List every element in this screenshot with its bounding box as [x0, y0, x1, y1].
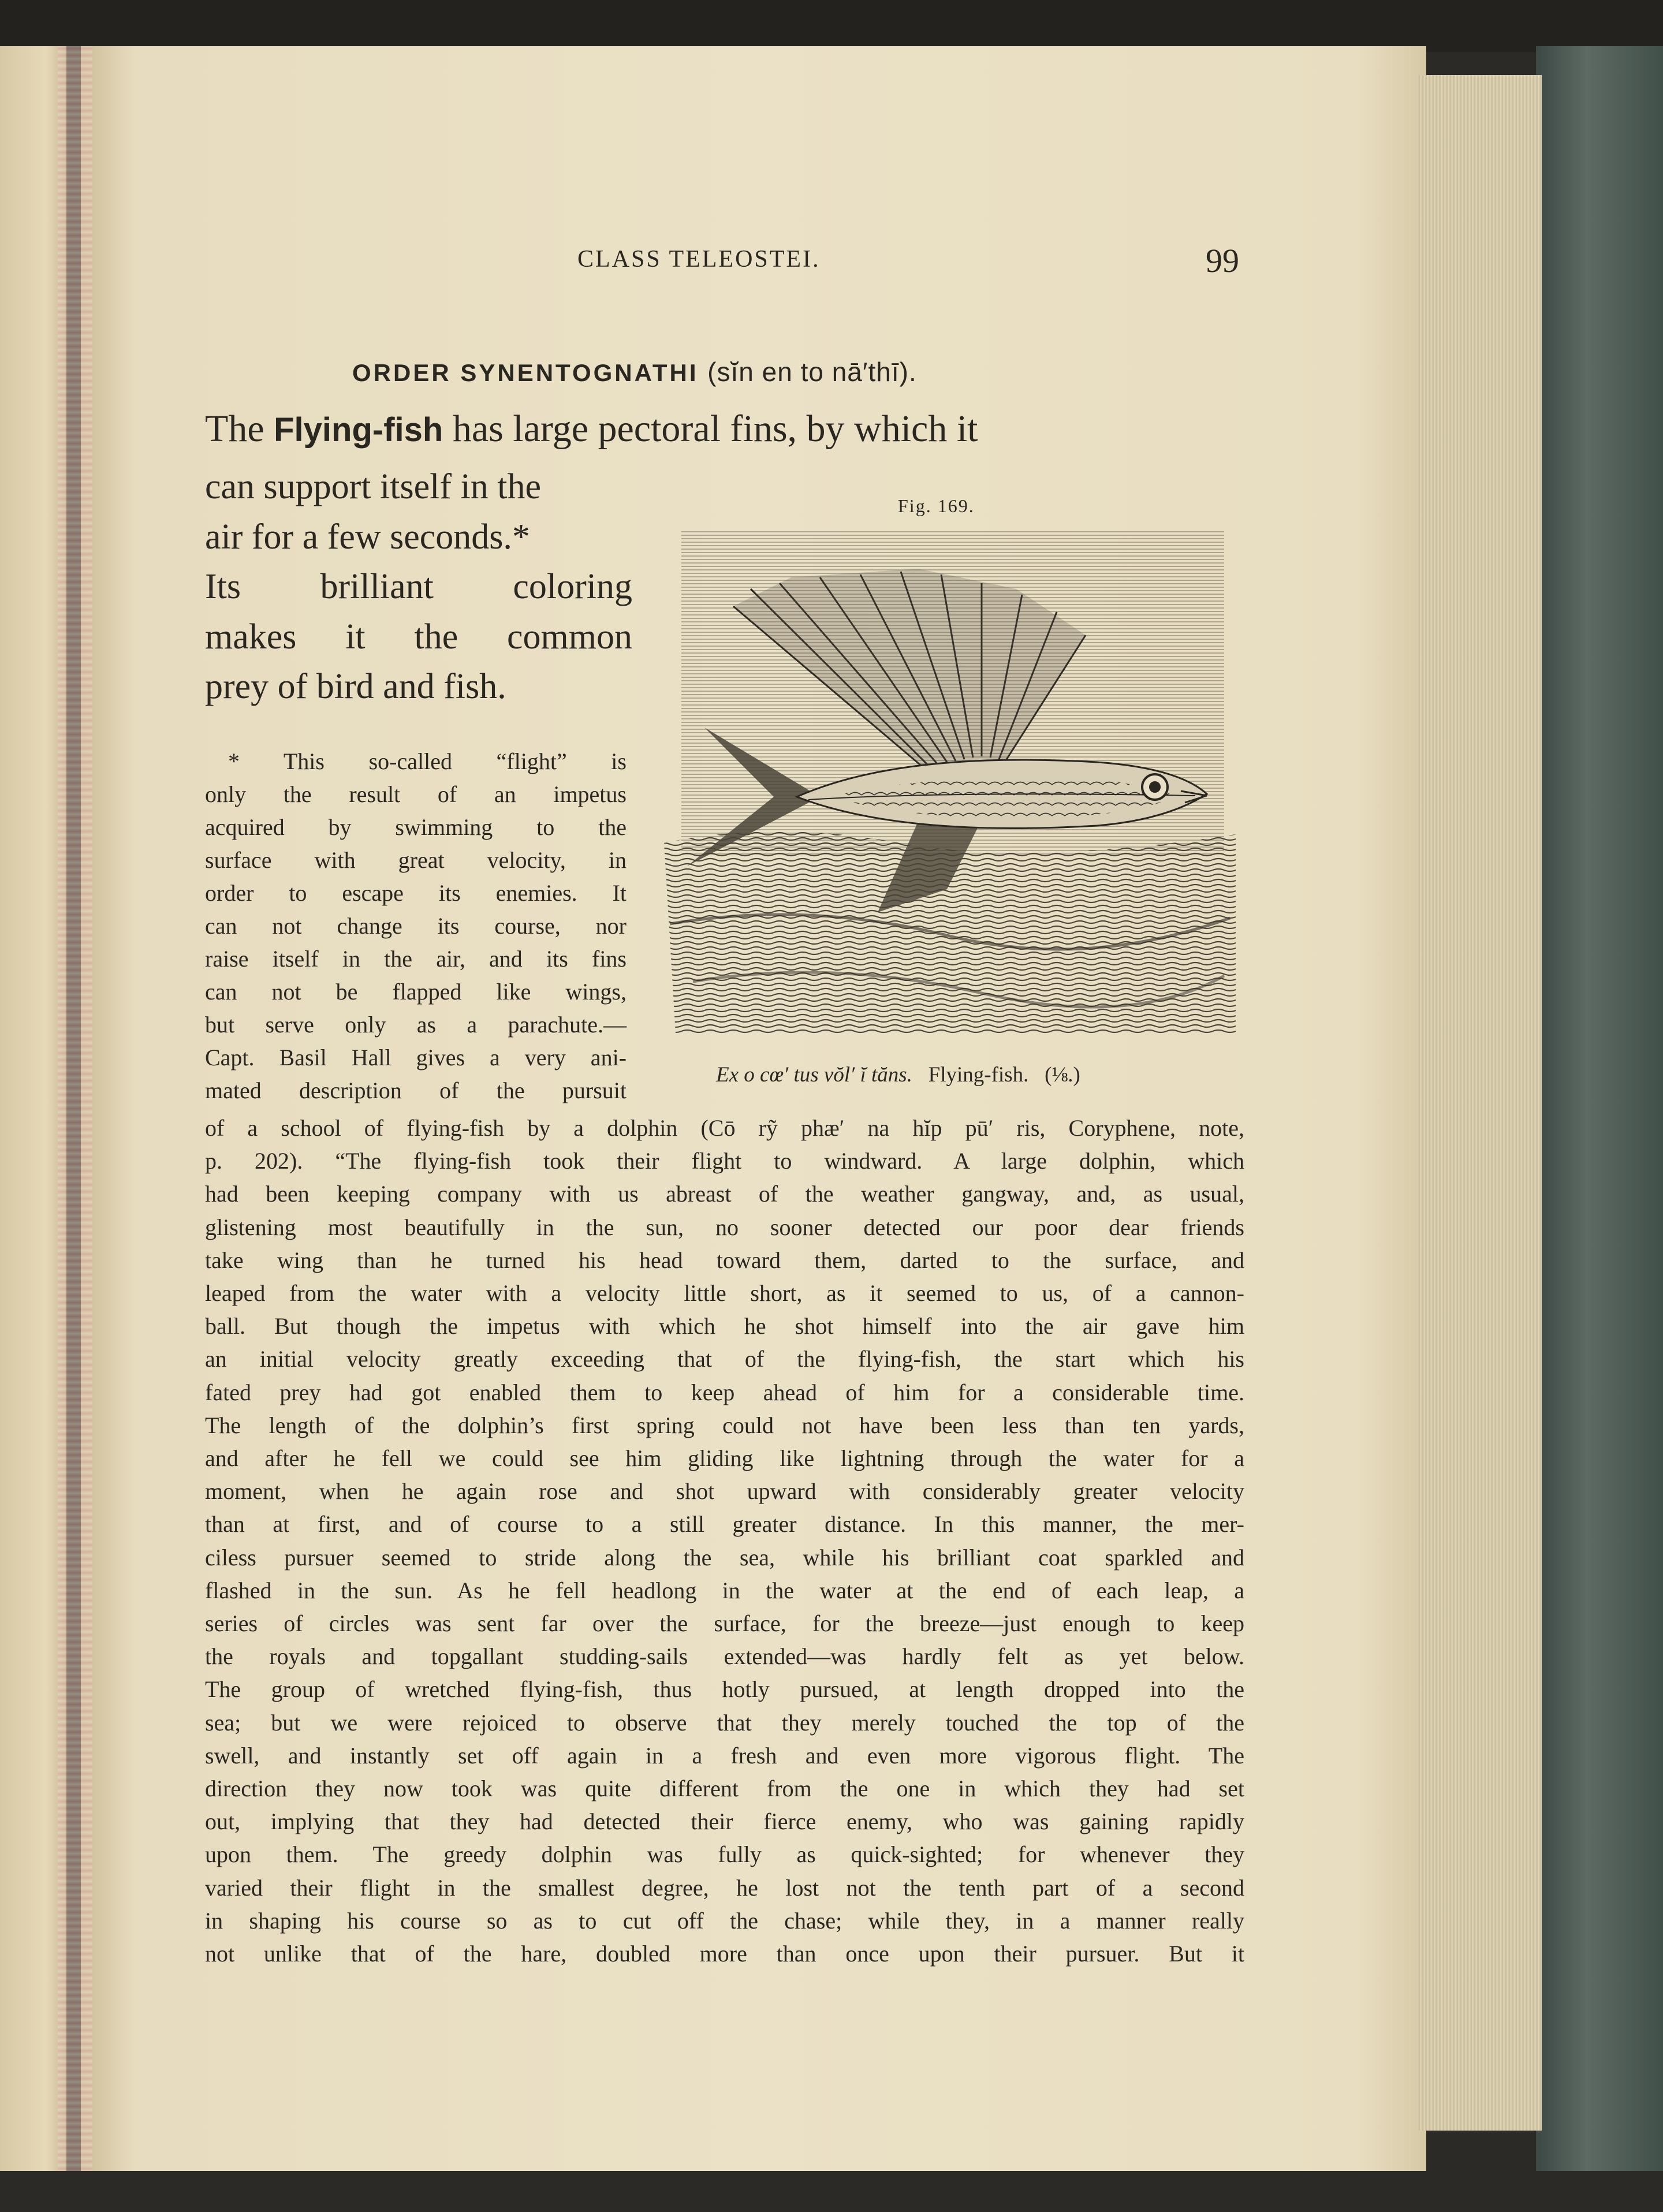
body-line: not unlike that of the hare, doubled more than once upon their pursuer. But it	[205, 1941, 1244, 1967]
body-line: leaped from the water with a velocity little short, as it seemed to us, of a cannon-	[205, 1280, 1244, 1307]
body-line: and after he fell we could see him gliding like lightning through the water for a	[205, 1445, 1244, 1472]
footnote-line: surface with great velocity, in	[205, 847, 627, 873]
body-text	[205, 1111, 1244, 1970]
body-line: sea; but we were rejoiced to observe that they merely touched the top of the	[205, 1709, 1244, 1736]
background-top	[0, 0, 1663, 52]
body-line: in shaping his course so as to cut off the chase; while they, in a manner really	[205, 1907, 1244, 1934]
footnote-line: can not be flapped like wings,	[205, 979, 627, 1005]
body-line: The length of the dolphin’s first spring could not have been less than ten yards,	[205, 1412, 1244, 1438]
figure-label: Fig. 169.	[898, 495, 975, 516]
left-column-line: makes it the common	[205, 617, 632, 656]
body-line: take wing than he turned his head toward them, darted to the surface, and	[205, 1247, 1244, 1273]
body-line: swell, and instantly set off again in a fresh and even more vigorous flight. The	[205, 1742, 1244, 1769]
left-column-line: Its brilliant coloring	[205, 567, 632, 606]
body-line: direction they now took was quite different from the one in which they had set	[205, 1775, 1244, 1802]
lead-sentence	[205, 404, 1259, 455]
left-column-line: prey of bird and fish.	[205, 667, 506, 706]
body-line: the royals and topgallant studding-sails extended—was hardly felt as yet below.	[205, 1643, 1244, 1670]
order-heading-label: ORDER SYNENTOGNATHI	[352, 359, 699, 386]
caption-common: Flying-fish.	[928, 1063, 1029, 1087]
body-line: had been keeping company with us abreast of the weather gangway, and, as usual,	[205, 1181, 1244, 1207]
flying-fish-engraving	[658, 520, 1244, 1039]
order-heading	[352, 356, 917, 387]
lead-after: has large pectoral fins, by which it	[452, 408, 978, 450]
running-title: CLASS TELEOSTEI.	[577, 246, 821, 273]
page-edges	[1418, 75, 1542, 2131]
caption-latin: Ex o cœ′ tus vŏl′ ĭ tăns.	[716, 1063, 912, 1087]
body-line: series of circles was sent far over the surface, for the breeze—just enough to keep	[205, 1610, 1244, 1637]
footnote-line: mated description of the pursuit	[205, 1077, 627, 1103]
body-line: p. 202). “The flying-fish took their flight to windward. A large dolphin, which	[205, 1148, 1244, 1174]
left-column-line: can support itself in the	[205, 467, 541, 506]
left-column-text	[205, 462, 632, 712]
body-line: out, implying that they had detected their fierce enemy, who was gaining rapidly	[205, 1808, 1244, 1835]
page-number: 99	[1206, 242, 1239, 279]
left-column-line: air for a few seconds.*	[205, 517, 530, 557]
footnote-line: order to escape its enemies. It	[205, 880, 627, 906]
book-cover-edge	[1536, 46, 1663, 2183]
body-line: moment, when he again rose and shot upward with considerably greater velocity	[205, 1478, 1244, 1505]
body-line: glistening most beautifully in the sun, no sooner detected our poor dear friends	[205, 1214, 1244, 1240]
body-line: ciless pursuer seemed to stride along the sea, while his brilliant coat sparkled and	[205, 1544, 1244, 1571]
figure-caption	[716, 1062, 1236, 1087]
body-line: than at first, and of course to a still greater distance. In this manner, the mer-	[205, 1511, 1244, 1538]
footnote-line: but serve only as a parachute.—	[205, 1012, 627, 1038]
footnote-line: * This so-called “flight” is	[228, 748, 627, 774]
body-line: upon them. The greedy dolphin was fully as quick-sighted; for whenever they	[205, 1841, 1244, 1868]
body-line: The group of wretched flying-fish, thus hotly pursued, at length dropped into the	[205, 1676, 1244, 1703]
body-line: of a school of flying-fish by a dolphin (Cō rỹ phæ′ na hĭp pū′ ris, Coryphene, note,	[205, 1115, 1244, 1141]
caption-scale: (⅛.)	[1045, 1063, 1080, 1087]
background-bottom	[0, 2171, 1663, 2212]
lead-before: The	[205, 408, 264, 450]
left-page-edge	[0, 46, 66, 2183]
body-line: fated prey had got enabled them to keep ahead of him for a considerable time.	[205, 1379, 1244, 1405]
footnote-line: only the result of an impetus	[205, 781, 627, 807]
footnote-line: can not change its course, nor	[205, 913, 627, 939]
body-line: ball. But though the impetus with which he shot himself into the air gave him	[205, 1313, 1244, 1340]
gutter	[58, 46, 92, 2183]
body-line: flashed in the sun. As he fell headlong in the water at the end of each leap, a	[205, 1577, 1244, 1603]
footnote-line: raise itself in the air, and its fins	[205, 946, 627, 972]
body-line: an initial velocity greatly exceeding that of the flying-fish, the start which his	[205, 1346, 1244, 1372]
footnote-line: Capt. Basil Hall gives a very ani-	[205, 1045, 627, 1070]
lead-bold-term: Flying-fish	[274, 411, 443, 449]
footnote-line: acquired by swimming to the	[205, 814, 627, 840]
body-line: varied their flight in the smallest degree, he lost not the tenth part of a second	[205, 1874, 1244, 1901]
footnote	[205, 745, 627, 1107]
order-heading-pronunciation: (sĭn en to nā′thī).	[707, 357, 917, 387]
